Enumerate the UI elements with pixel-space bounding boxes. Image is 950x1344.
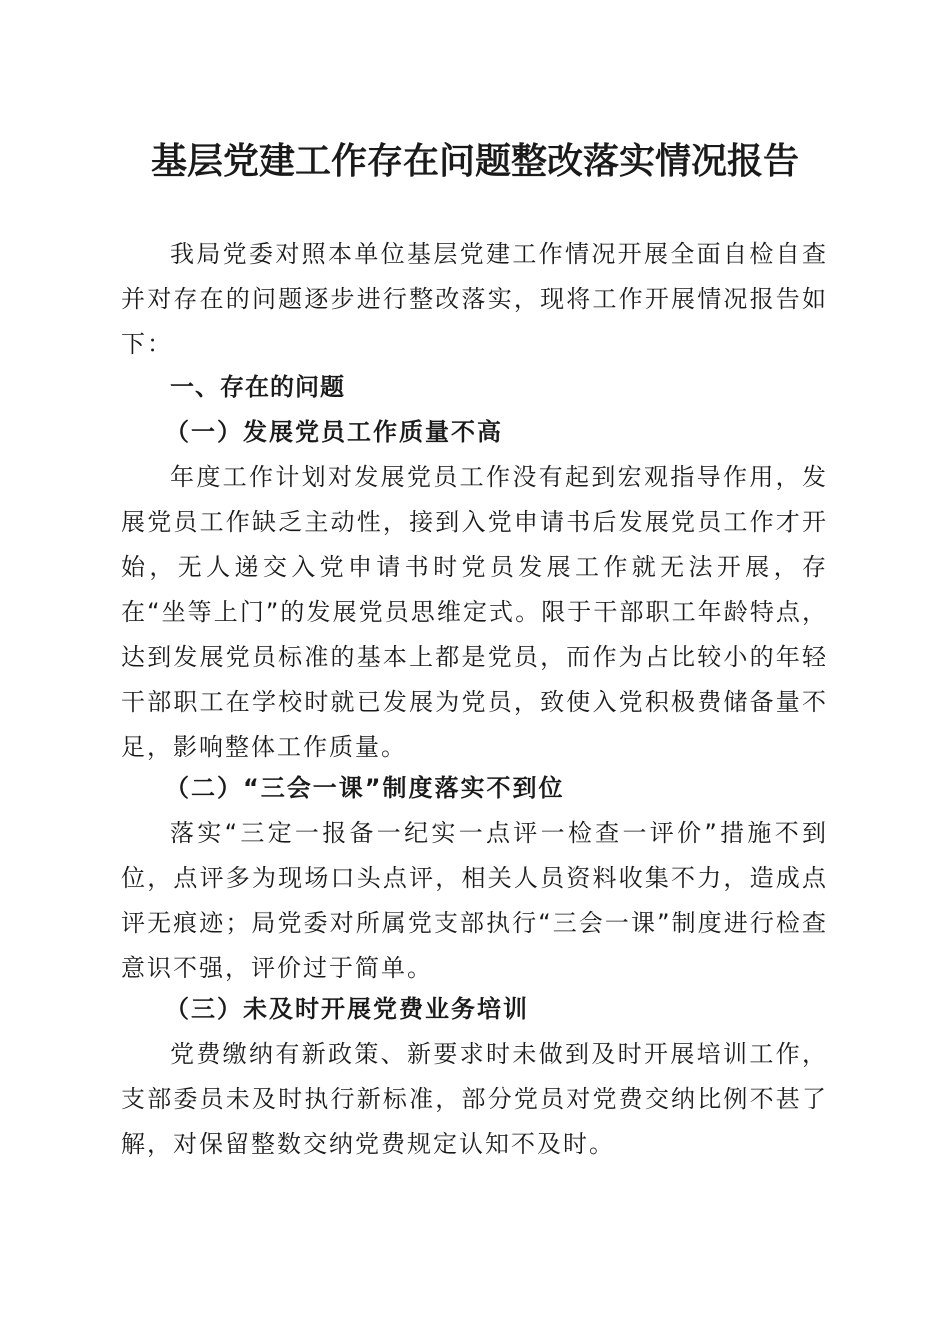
subsection-paragraph-2: 落实“三定一报备一纪实一点评一检查一评价”措施不到位，点评多为现场口头点评，相关人员资料收集不力，造成点评无痕迹；局党委对所属党支部执行“三会一课”制度进行检查意识不强，评价过于简单。	[121, 819, 828, 982]
section-heading-problems: 一、存在的问题	[170, 373, 345, 401]
document-title: 基层党建工作存在问题整改落实情况报告	[150, 140, 799, 182]
subsection-heading-2: （二）“三会一课”制度落实不到位	[165, 774, 565, 802]
intro-paragraph: 我局党委对照本单位基层党建工作情况开展全面自检自查并对存在的问题逐步进行整改落实，现将工作开展情况报告如下：	[121, 240, 828, 358]
subsection-heading-3: （三）未及时开展党费业务培训	[165, 995, 529, 1023]
subsection-paragraph-1: 年度工作计划对发展党员工作没有起到宏观指导作用，发展党员工作缺乏主动性，接到入党申请书后发展党员工作才开始，无人递交入党申请书时党员发展工作就无法开展，存在“坐等上门”的发展党员思维定式。限于干部职工年龄特点，达到发展党员标准的基本上都是党员，而作为占比较小的年轻干部职工在学校时就已发展为党员，致使入党积极费储备量不足，影响整体工作质量。	[121, 463, 828, 761]
subsection-heading-1: （一）发展党员工作质量不高	[165, 418, 503, 446]
subsection-paragraph-3: 党费缴纳有新政策、新要求时未做到及时开展培训工作，支部委员未及时执行新标准，部分党员对党费交纳比例不甚了解，对保留整数交纳党费规定认知不及时。	[121, 1040, 828, 1158]
